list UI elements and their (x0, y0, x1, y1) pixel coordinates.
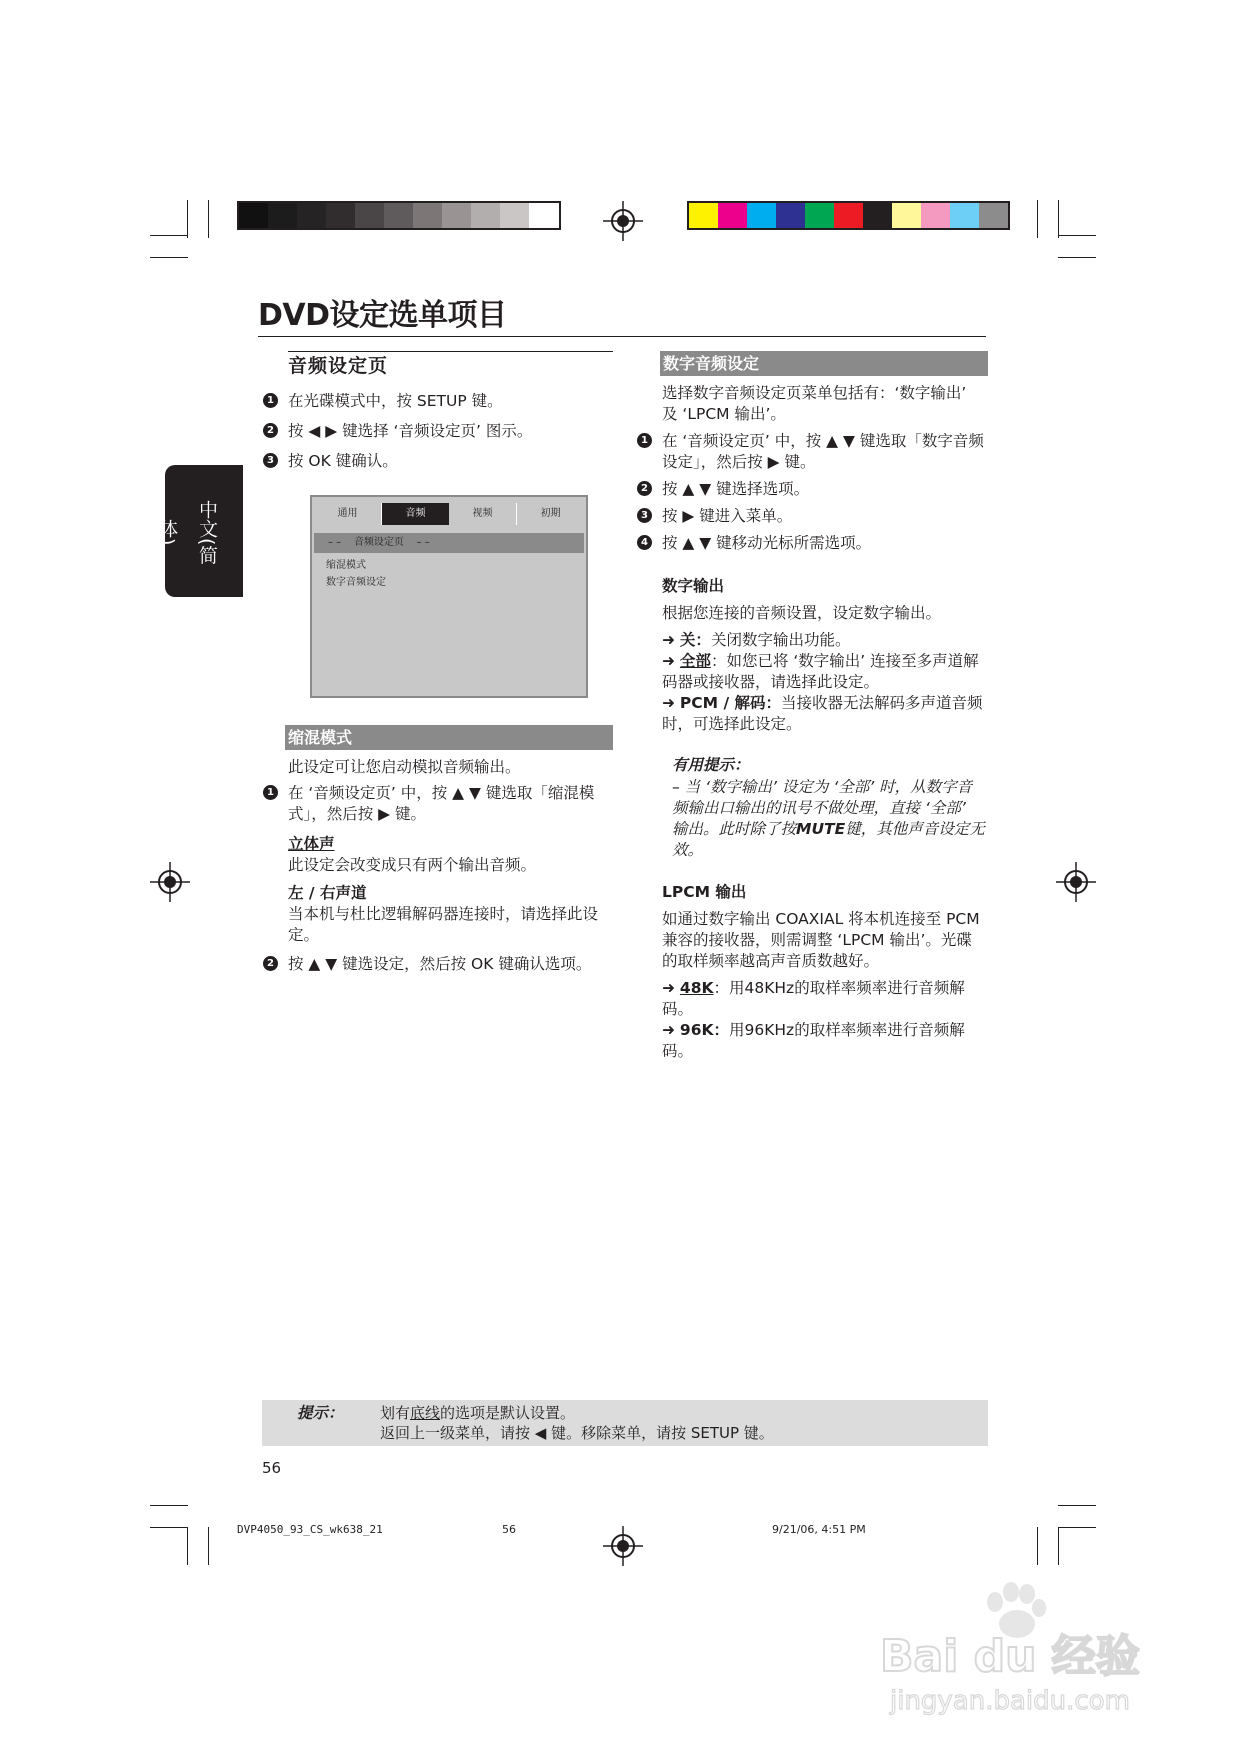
menu-tab-video[interactable]: 视频 (449, 503, 517, 525)
watermark-brand: Bai du 经验 (880, 1631, 1140, 1682)
page-title: DVD设定选单项目 (258, 298, 507, 333)
footer-page: 56 (502, 1523, 516, 1536)
option-off-text: 关闭数字输出功能。 (710, 631, 851, 649)
menu-tab-preference[interactable]: 初期 (540, 508, 561, 519)
downmix-intro: 此设定可让您启动模拟音频输出。 (288, 758, 521, 776)
useful-tip-text (672, 777, 985, 861)
option-off-label: 关： (679, 631, 711, 649)
option-pcm-label: PCM / 解码： (679, 694, 782, 712)
useful-tip-key: MUTE (796, 820, 846, 838)
right-step-2: 按 ▲ ▼ 键选择选项。 (662, 480, 810, 498)
footer-filename: DVP4050_93_CS_wk638_21 (237, 1523, 383, 1536)
left-step-1: 在光碟模式中，按 SETUP 键。 (288, 392, 503, 410)
option-48k-text: ：用48KHz的取样率频率进行音频解码。 (662, 979, 965, 1018)
option-96k-text: 用96KHz的取样率频率进行音频解码。 (662, 1021, 965, 1060)
option-48k (662, 978, 985, 1020)
arrow-icon: ➜ (662, 631, 680, 649)
arrow-icon: ➜ (662, 979, 680, 997)
option-off (662, 630, 985, 651)
grayscale-bar (237, 201, 561, 230)
menu-tabs (314, 503, 584, 525)
title-rule (258, 336, 986, 337)
option-all-label: 全部 (679, 652, 711, 670)
hint-label: 提示： (297, 1404, 344, 1422)
stereo-option-title: 立体声 (288, 835, 335, 853)
option-pcm-text: 当接收器无法解码多声道音频时，可选择此设定。 (662, 694, 983, 733)
step-number: 1 (263, 785, 278, 800)
hint-line-1-pre: 划有 (380, 1404, 411, 1422)
step-number: 2 (263, 423, 278, 438)
useful-tip-post: 键，其他声音设定无效。 (672, 820, 985, 859)
arrow-icon: ➜ (662, 1021, 680, 1039)
registration-mark-top-icon (603, 201, 643, 241)
color-bar (687, 201, 1010, 230)
left-step-3: 按 OK 键确认。 (288, 452, 398, 470)
page-number: 56 (262, 1459, 282, 1477)
useful-tip-title: 有用提示： (672, 756, 750, 774)
hint-line-1-underline: 底线 (410, 1404, 441, 1422)
useful-tip-pre: – 当 ‘数字输出’ 设定为 ‘全部’ 时，从数字音频输出口输出的讯号不做处理，直接 ‘全部’ 输出。此时除了按 (672, 778, 973, 838)
option-48k-label: 48K (679, 979, 714, 997)
lr-option-title: 左 / 右声道 (288, 884, 367, 902)
watermark-url: jingyan.baidu.com (890, 1686, 1130, 1716)
option-pcm (662, 693, 985, 735)
step-number: 2 (263, 956, 278, 971)
hint-line-1-post: 的选项是默认设置。 (440, 1404, 576, 1422)
downmix-bar: 缩混模式 (285, 725, 613, 750)
right-step-1: 在 ‘音频设定页’ 中，按 ▲ ▼ 键选取「数字音频设定」，然后按 ▶ 键。 (662, 432, 984, 471)
step-number: 1 (263, 393, 278, 408)
digital-output-title: 数字输出 (662, 577, 725, 595)
downmix-step-1: 在 ‘音频设定页’ 中，按 ▲ ▼ 键选取「缩混模式」，然后按 ▶ 键。 (288, 784, 595, 823)
audio-setup-heading: 音频设定页 (288, 355, 389, 377)
step-number: 3 (263, 453, 278, 468)
menu-item-downmix[interactable]: 缩混模式 (326, 560, 366, 571)
registration-mark-left-icon (150, 862, 190, 902)
digital-output-intro: 根据您连接的音频设置，设定数字输出。 (662, 604, 942, 622)
option-all-text: ：如您已将 ‘数字输出’ 连接至多声道解码器或接收器，请选择此设定。 (662, 652, 979, 691)
step-number: 3 (637, 508, 652, 523)
stereo-option-text: 此设定会改变成只有两个输出音频。 (288, 856, 537, 874)
left-heading-rule (288, 351, 613, 352)
lr-option-text: 当本机与杜比逻辑解码器连接时，请选择此设定。 (288, 905, 599, 944)
registration-mark-bottom-icon (603, 1526, 643, 1566)
right-step-4: 按 ▲ ▼ 键移动光标所需选项。 (662, 534, 872, 552)
registration-mark-right-icon (1056, 862, 1096, 902)
arrow-icon: ➜ (662, 652, 680, 670)
digital-audio-bar: 数字音频设定 (660, 351, 988, 376)
hint-line-1 (380, 1403, 575, 1423)
option-96k (662, 1020, 985, 1062)
arrow-icon: ➜ (662, 694, 680, 712)
step-number: 1 (637, 433, 652, 448)
language-tab (156, 465, 243, 597)
lpcm-intro: 如通过数字输出 COAXIAL 将本机连接至 PCM 兼容的接收器，则需调整 ‘LPCM 输出’。光碟的取样频率越高声音质数越好。 (662, 910, 980, 970)
language-tab-label: 中文(简体) (156, 499, 218, 565)
step-number: 2 (637, 481, 652, 496)
menu-item-digital-audio[interactable]: 数字音频设定 (326, 577, 386, 588)
lpcm-title: LPCM 输出 (662, 883, 747, 901)
left-step-2: 按 ◀ ▶ 键选择 ‘音频设定页’ 图示。 (288, 422, 533, 440)
option-all (662, 651, 985, 693)
step-number: 4 (637, 535, 652, 550)
menu-tab-general[interactable]: 通用 (314, 503, 382, 525)
downmix-step-2: 按 ▲ ▼ 键选设定，然后按 OK 键确认选项。 (288, 955, 592, 973)
hint-line-2: 返回上一级菜单，请按 ◀ 键。移除菜单，请按 SETUP 键。 (380, 1424, 774, 1442)
option-96k-label: 96K： (679, 1021, 730, 1039)
menu-tab-audio[interactable]: 音频 (382, 503, 449, 525)
hint-box (262, 1400, 988, 1446)
footer-date: 9/21/06, 4:51 PM (772, 1523, 866, 1536)
menu-title-row: – – 音频设定页 – – (314, 533, 584, 553)
menu-screen (310, 495, 588, 698)
right-step-3: 按 ▶ 键进入菜单。 (662, 507, 793, 525)
digital-audio-intro: 选择数字音频设定页菜单包括有：‘数字输出’ 及 ‘LPCM 输出’。 (662, 384, 967, 423)
baidu-watermark (880, 1580, 1180, 1720)
